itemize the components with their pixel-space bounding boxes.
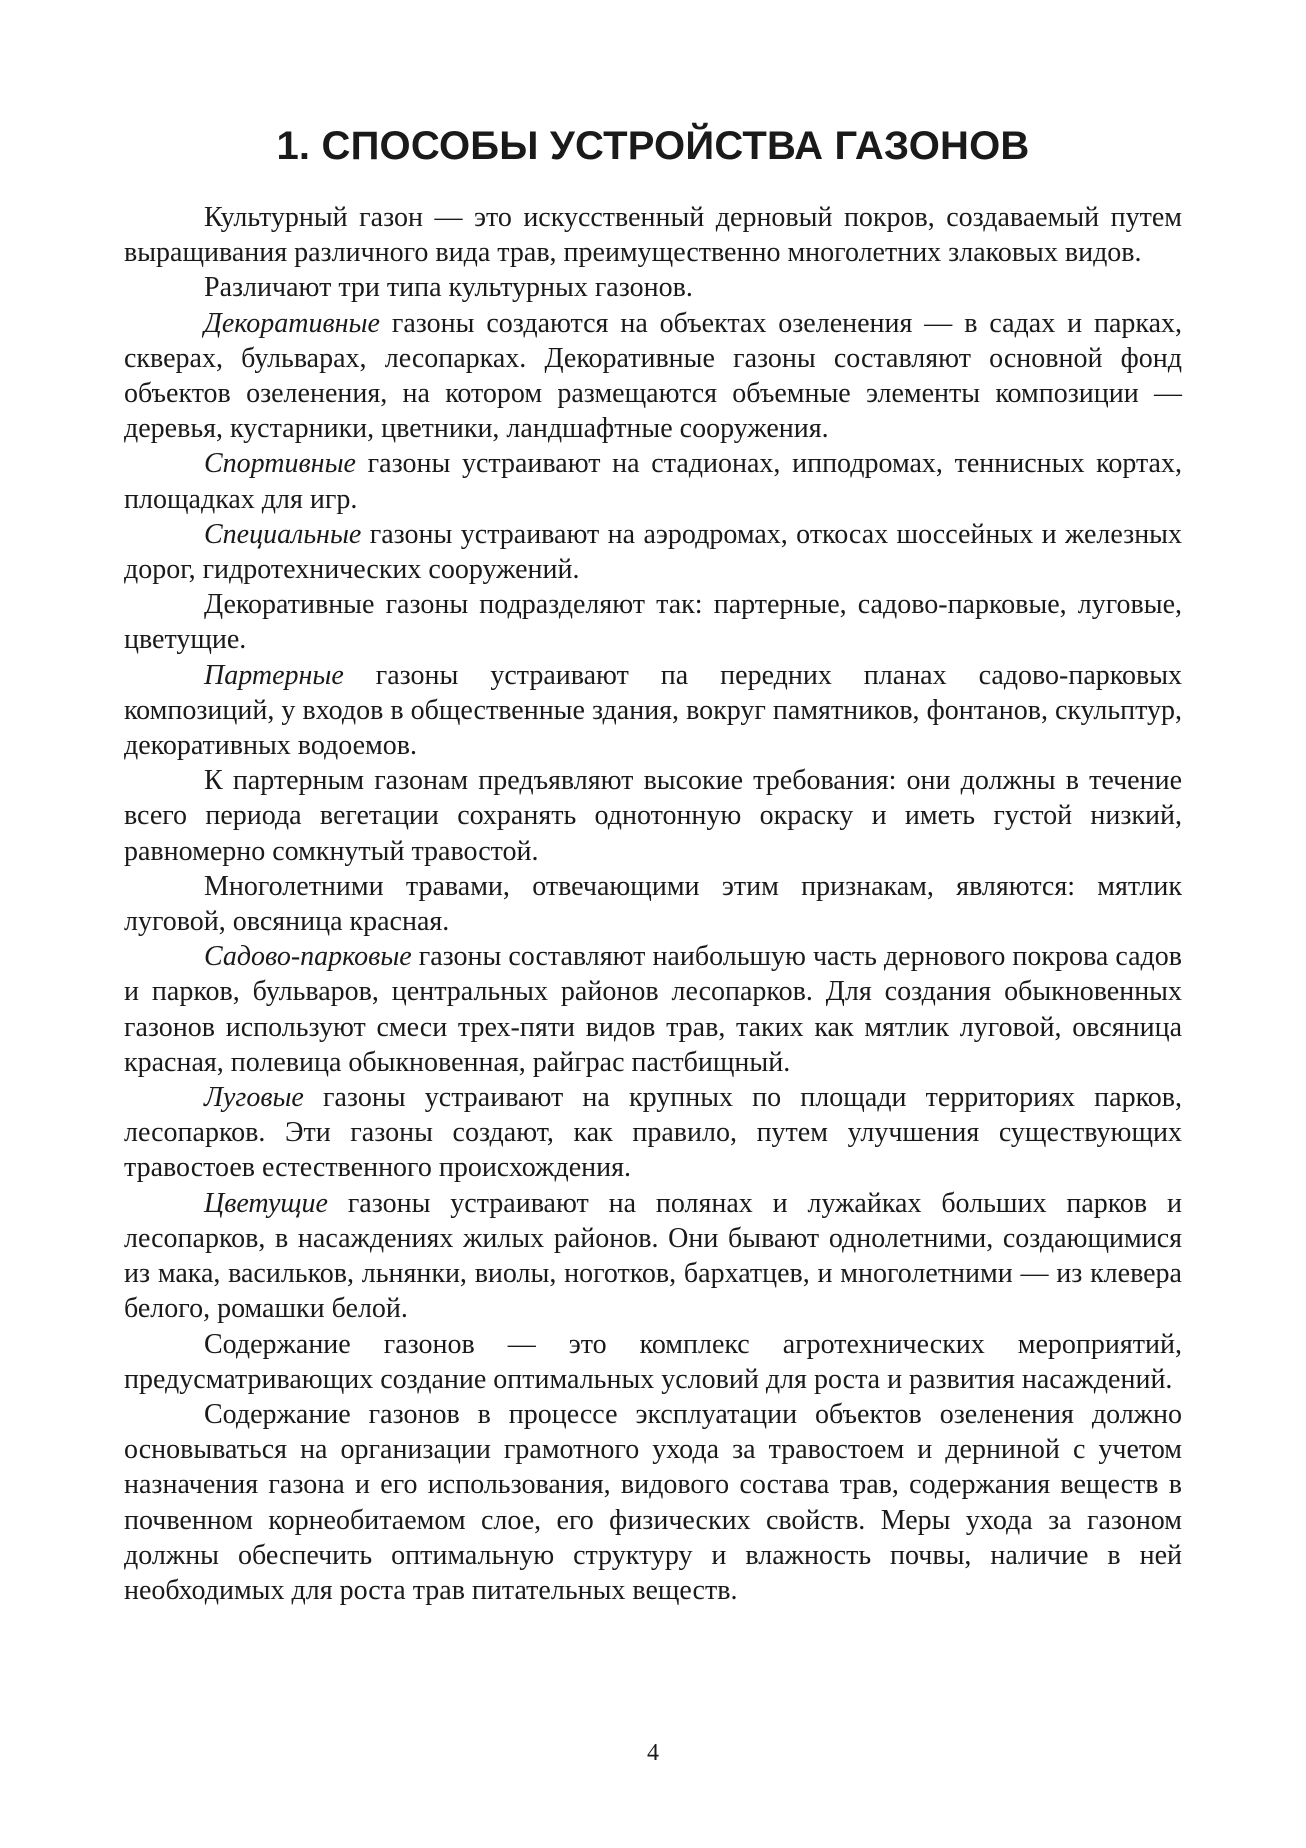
paragraph [124, 517, 1182, 587]
paragraph [124, 587, 1182, 657]
paragraph-text: газоны устраивают на стадионах, ипподромах, теннисных кортах, площадках для игр. [124, 448, 1182, 515]
page-number: 4 [647, 1740, 659, 1766]
paragraph-lead: Спортивные [204, 448, 356, 480]
paragraph-text: газоны устраивают на аэродромах, откосах шоссейных и железных дорог, гидротехнических сооружений. [124, 518, 1182, 586]
paragraph [124, 939, 1182, 1080]
paragraph-lead: Декоративные [204, 307, 380, 339]
paragraph-text: газоны устраивают па передних планах садово-парковых композиций, у входов в общественные здания, вокруг памятников, фонтанов, скульптур, декоративных водоемов. [124, 659, 1182, 762]
paragraph-lead: Луговые [204, 1082, 304, 1114]
paragraph-text: газоны составляют наибольшую часть дернового покрова садов и парков, бульваров, центральных районов лесопарков. Для создания обыкновенных газонов используют смеси трех-пяти видов трав, таких как мятлик луговой, овсяница красная, полевица обыкновенная, райграс пастбищный. [124, 941, 1182, 1078]
paragraph-lead: Специальные [204, 518, 362, 550]
paragraph-lead: Партерные [204, 659, 344, 691]
paragraph-lead: Цветущие [204, 1187, 328, 1219]
paragraph [124, 869, 1182, 939]
body-text [124, 200, 1182, 1608]
paragraph-text: газоны устраивают на крупных по площади территориях парков, лесопарков. Эти газоны создают, как правило, путем улучшения существующих травостоев естественного происхождения. [124, 1082, 1182, 1184]
paragraph-text: газоны создаются на объектах озеленения — в садах и парках, скверах, бульварах, лесопарках. Декоративные газоны составляют основной фонд объектов озеленения, на котором размещаются объемные элементы композиции — деревья, кустарники, цветники, ландшафтные сооружения. [124, 307, 1182, 445]
paragraph-text: Содержание газонов в процессе эксплуатации объектов озеленения должно основываться на организации грамотного ухода за травостоем и дерниной с учетом назначения газона и его использования, видового состава трав, содержания веществ в почвенном корнеобитаемом слое, его физических свойств. Меры ухода за газоном должны обеспечить оптимальную структуру и влажность почвы, наличие в ней необходимых для роста трав питательных веществ. [124, 1398, 1182, 1606]
paragraph [124, 1186, 1182, 1327]
paragraph-text: Культурный газон — это искусственный дерновый покров, создаваемый путем выращивания различного вида трав, преимущественно многолетних злаковых видов. [124, 202, 1182, 269]
paragraph-text: Многолетними травами, отвечающими этим признакам, являются: мятлик луговой, овсяница красная. [124, 870, 1182, 938]
paragraph [124, 1080, 1182, 1186]
paragraph [124, 1327, 1182, 1397]
paragraph-lead: Садово-парковые [204, 941, 412, 973]
paragraph [124, 270, 1182, 305]
paragraph [124, 658, 1182, 764]
paragraph [124, 1397, 1182, 1608]
paragraph [124, 763, 1182, 869]
paragraph [124, 446, 1182, 516]
page-title: 1. СПОСОБЫ УСТРОЙСТВА ГАЗОНОВ [276, 124, 1030, 168]
paragraph-text: К партерным газонам предъявляют высокие требования: они должны в течение всего периода вегетации сохранять однотонную окраску и иметь густой низкий, равномерно сомкнутый травостой. [124, 765, 1182, 867]
paragraph-text: газоны устраивают на полянах и лужайках больших парков и лесопарков, в насаждениях жилых районов. Они бывают однолетними, создающимися из мака, васильков, льнянки, виолы, ноготков, бархатцев, и многолетними — из клевера белого, ромашки белой. [124, 1187, 1182, 1325]
paragraph-text: Различают три типа культурных газонов. [204, 272, 693, 304]
paragraph [124, 306, 1182, 447]
paragraph [124, 200, 1182, 270]
paragraph-text: Декоративные газоны подразделяют так: партерные, садово-парковые, луговые, цветущие. [124, 589, 1182, 656]
paragraph-text: Содержание газонов — это комплекс агротехнических мероприятий, предусматривающих создание оптимальных условий для роста и развития насаждений. [124, 1328, 1182, 1395]
